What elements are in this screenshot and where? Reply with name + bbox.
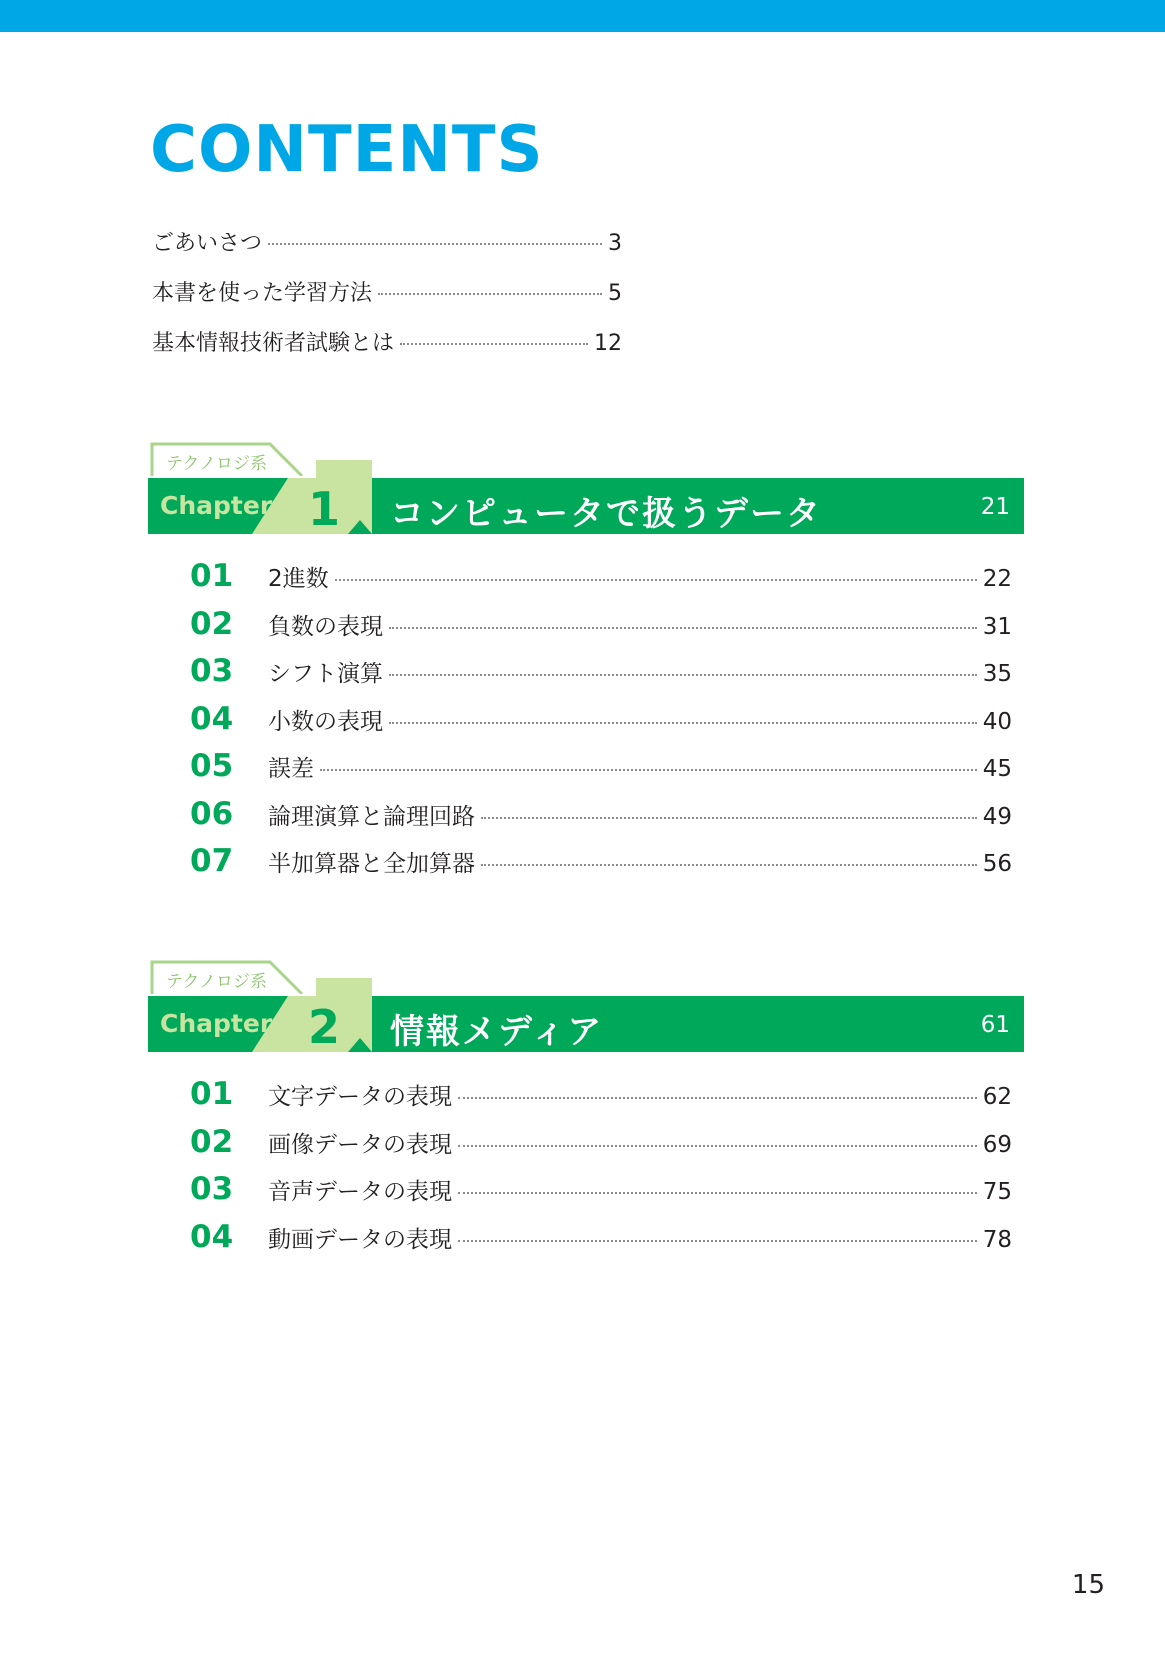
toc-entry-page: 5 [608,281,622,306]
section-label: 小数の表現 [268,708,383,735]
section-number: 01 [190,558,234,594]
intro-list [152,226,622,376]
section-number: 02 [190,1123,234,1160]
section-label: 半加算器と全加算器 [268,851,475,877]
toc-entry-page: 12 [594,331,622,356]
section-label: 誤差 [268,756,314,782]
section-label: 文字データの表現 [268,1084,452,1110]
section-number: 04 [190,1218,234,1255]
section-page: 35 [982,661,1012,687]
section-page: 56 [982,851,1012,877]
dot-leader [458,1097,977,1099]
toc-entry-label: 本書を使った学習方法 [152,281,373,306]
dot-leader [320,769,977,771]
section-page: 75 [982,1179,1012,1205]
section-entry[interactable] [190,1218,1012,1269]
chapter-page: 61 [980,1012,1010,1038]
section-entry[interactable] [190,795,1012,846]
toc-entry-page: 3 [608,231,622,256]
toc-entry-label: 基本情報技術者試験とは [152,331,395,356]
section-entry[interactable] [190,845,1012,893]
category-label: テクノロジ系 [166,454,267,474]
section-page: 45 [982,756,1012,782]
chapter-word: Chapter [160,491,273,520]
section-number: 07 [190,843,234,879]
chapter-number: 1 [307,482,340,536]
page-title: CONTENTS [150,113,544,187]
section-number: 02 [190,605,234,642]
section-number: 05 [190,748,234,784]
dot-leader [458,1240,977,1242]
section-page: 69 [982,1131,1012,1158]
section-entry[interactable] [190,1078,1012,1126]
chapter-number: 2 [307,1000,340,1054]
section-page: 22 [982,566,1012,592]
dot-leader [389,627,977,629]
chapter-1-sections [190,560,1012,893]
dot-leader [481,864,977,866]
chapter-page: 21 [980,494,1010,520]
section-page: 62 [982,1084,1012,1110]
section-label: 音声データの表現 [268,1179,452,1205]
section-entry[interactable] [190,655,1012,703]
section-number: 06 [190,795,234,832]
chapter-title: 情報メディア [390,1012,604,1052]
chapter-title: コンピュータで扱うデータ [390,494,822,534]
dot-leader [335,579,977,581]
section-number: 04 [190,700,234,737]
dot-leader [458,1145,977,1147]
toc-entry-exam-overview[interactable] [152,326,622,376]
dot-leader [400,343,588,345]
dot-leader [481,817,977,819]
section-page: 31 [982,613,1012,640]
section-page: 78 [982,1226,1012,1253]
section-page: 49 [982,803,1012,830]
section-label: シフト演算 [268,661,383,687]
section-entry[interactable] [190,605,1012,656]
section-number: 01 [190,1076,234,1112]
page-number: 15 [1071,1570,1105,1600]
dot-leader [458,1192,977,1194]
section-page: 40 [982,708,1012,735]
toc-entry-greeting[interactable] [152,226,622,276]
chapter-2-sections [190,1078,1012,1268]
section-number: 03 [190,653,234,689]
section-label: 画像データの表現 [268,1131,452,1158]
section-entry[interactable] [190,1173,1012,1221]
section-entry[interactable] [190,1123,1012,1174]
section-label: 論理演算と論理回路 [268,803,475,830]
toc-entry-label: ごあいさつ [152,231,263,256]
dot-leader [378,293,602,295]
dot-leader [389,722,977,724]
section-number: 03 [190,1171,234,1207]
category-label: テクノロジ系 [166,972,267,992]
chapter-word: Chapter [160,1009,273,1038]
toc-entry-how-to-use[interactable] [152,276,622,326]
section-label: 動画データの表現 [268,1226,452,1253]
dot-leader [389,674,977,676]
section-entry[interactable] [190,560,1012,608]
section-entry[interactable] [190,700,1012,751]
section-label: 2進数 [268,566,329,592]
top-accent-bar [0,0,1165,32]
dot-leader [268,243,602,245]
section-entry[interactable] [190,750,1012,798]
section-label: 負数の表現 [268,613,383,640]
